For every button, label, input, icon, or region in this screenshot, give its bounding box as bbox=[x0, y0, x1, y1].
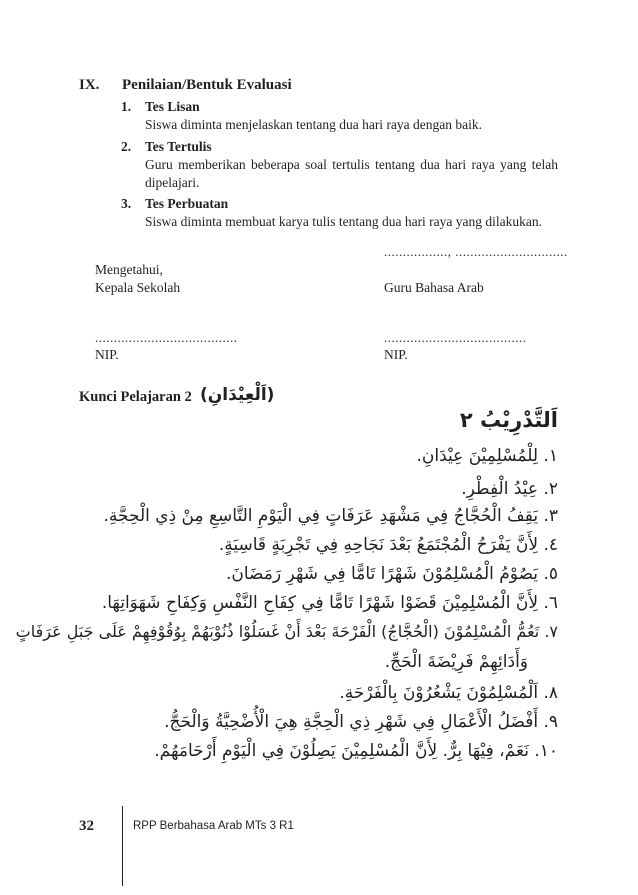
answer-3: ٣. يَقِفُ الْحُجَّاجُ فِي مَشْهَدِ عَرَفَاتٍ فِي الْيَوْمِ التَّاسِعِ مِنْ ذِي الْحِجَّةِ. bbox=[103, 506, 558, 526]
answer-9: ٩. أَفْضَلُ الْأَعْمَالِ فِي شَهْرِ ذِي الْحِجَّةِ هِيَ الْأُضْحِيَّةُ وَالْحَجُّ. bbox=[164, 712, 558, 732]
answer-5: ٥. يَصُوْمُ الْمُسْلِمُوْنَ شَهْرًا تَامًّا فِي شَهْرِ رَمَضَانَ. bbox=[225, 564, 558, 584]
principal-signature-line: ...................................... bbox=[95, 330, 238, 345]
acknowledged-label: Mengetahui, bbox=[95, 262, 163, 277]
answer-2: ٢. عِيْدُ الْفِطْرِ. bbox=[461, 479, 558, 499]
section-title: Penilaian/Bentuk Evaluasi bbox=[122, 77, 292, 93]
teacher-nip: NIP. bbox=[384, 347, 408, 362]
item-desc-1: Siswa diminta menjelaskan tentang dua hari raya dengan baik. bbox=[145, 117, 483, 132]
teacher-label: Guru Bahasa Arab bbox=[384, 280, 484, 295]
answer-key-label: Kunci Pelajaran 2 bbox=[79, 389, 192, 405]
answer-4: ٤. لِأَنَّ يَفْرَحُ الْمُجْتَمَعُ بَعْدَ نَجَاحِهِ فِي تَجْرِبَةٍ قَاسِيَةٍ. bbox=[218, 535, 558, 555]
page-number: 32 bbox=[79, 818, 94, 834]
section-number: IX. bbox=[79, 77, 100, 93]
item-number-1: 1. bbox=[121, 99, 132, 114]
answer-1: ١. لِلْمُسْلِمِيْنَ عِيْدَانِ. bbox=[416, 446, 558, 466]
answer-6: ٦. لِأَنَّ الْمُسْلِمِيْنَ قَضَوْا شَهْرًا تَامًّا فِي كِفَاحِ النَّفْسِ وَكِفَاحِ شَهَوَاتِهَا. bbox=[101, 593, 558, 613]
footer-book-title: RPP Berbahasa Arab MTs 3 R1 bbox=[133, 820, 294, 832]
item-desc-3: Siswa diminta membuat karya tulis tentang dua hari raya yang dilakukan. bbox=[145, 214, 543, 229]
answer-8: ٨. اَلْمُسْلِمُوْنَ يَشْعُرُوْنَ بِالْفَرْحَةِ. bbox=[339, 683, 558, 703]
item-number-2: 2. bbox=[121, 139, 132, 154]
footer-divider bbox=[122, 806, 123, 886]
place-date-line: ................., .............................. bbox=[384, 244, 568, 259]
answer-key-arabic-title: (اَلْعِيْدَانِ) bbox=[200, 385, 275, 405]
item-title-1: Tes Lisan bbox=[145, 99, 200, 114]
principal-label: Kepala Sekolah bbox=[95, 280, 181, 295]
answer-7-continued: وَأَدَائِهِمْ فَرِيْضَةَ الْحَجِّ. bbox=[384, 652, 528, 672]
teacher-signature-line: ...................................... bbox=[384, 330, 527, 345]
answer-10: ١٠. نَعَمْ، فِيْهَا بِرٌّ. لِأَنَّ الْمُسْلِمِيْنَ يَصِلُوْنَ فِي الْيَوْمِ أَرْحَامَهُمْ. bbox=[154, 741, 558, 761]
exercise-heading: اَلتَّدْرِيْبُ ٢ bbox=[459, 408, 558, 432]
item-title-2: Tes Tertulis bbox=[145, 139, 212, 154]
item-desc-2: Guru memberikan beberapa soal tertulis tentang dua hari raya yang telah dipelajari. bbox=[145, 157, 558, 190]
principal-nip: NIP. bbox=[95, 347, 119, 362]
answer-7: ٧. تَعُمُّ الْمُسْلِمُوْنَ (الْحُجَّاجُ) الْفَرْحَةَ بَعْدَ أَنْ غَسَلُوْا ذُنُوْبَهُمْ بِوُقُوْفِهِمْ عَلَى جَبَلِ عَرَفَاتٍ bbox=[15, 622, 558, 641]
item-title-3: Tes Perbuatan bbox=[145, 196, 229, 211]
item-number-3: 3. bbox=[121, 196, 132, 211]
